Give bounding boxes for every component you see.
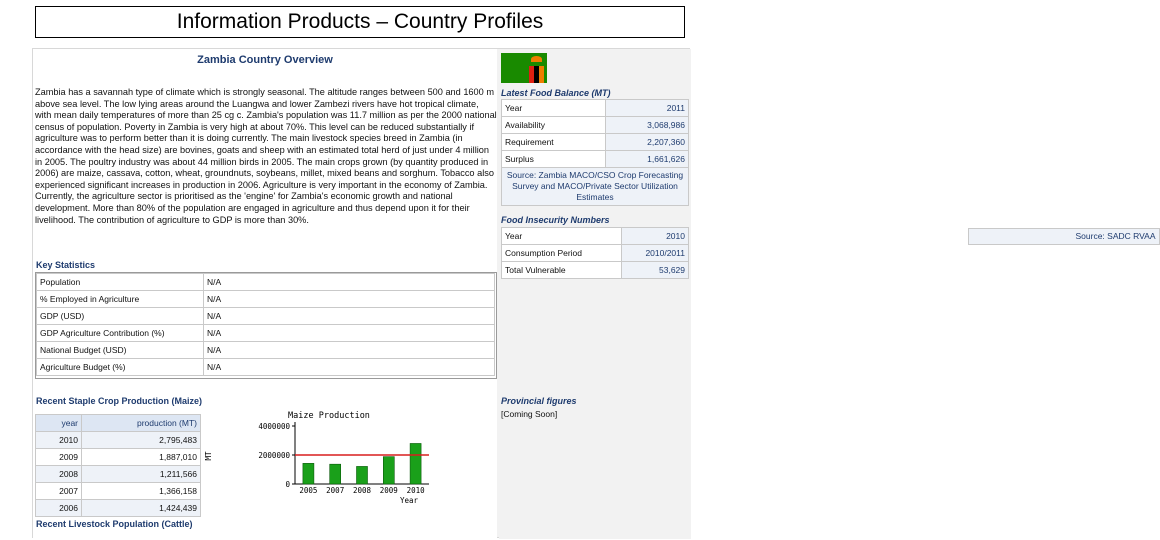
chart-bar bbox=[410, 443, 421, 484]
stat-value: N/A bbox=[204, 274, 495, 291]
stat-value: N/A bbox=[204, 325, 495, 342]
table-row bbox=[502, 117, 689, 134]
flag-eagle-icon bbox=[531, 56, 542, 62]
stat-label: National Budget (USD) bbox=[37, 342, 204, 359]
chart-bar bbox=[383, 457, 394, 484]
food-insecurity-label: Year bbox=[502, 228, 622, 245]
left-column bbox=[33, 49, 497, 539]
stat-label: GDP Agriculture Contribution (%) bbox=[37, 325, 204, 342]
table-row bbox=[502, 100, 689, 117]
chart-y-tick-label: 0 bbox=[285, 480, 290, 489]
table-row bbox=[36, 449, 201, 466]
table-row bbox=[36, 483, 201, 500]
food-balance-label: Surplus bbox=[502, 151, 606, 168]
chart-y-tick-label: 4000000 bbox=[258, 422, 290, 431]
table-row bbox=[37, 291, 495, 308]
table-row bbox=[37, 325, 495, 342]
column-header-production: production (MT) bbox=[82, 415, 201, 432]
slide-title: Information Products – Country Profiles bbox=[35, 6, 685, 38]
stat-label: GDP (USD) bbox=[37, 308, 204, 325]
chart-title: Maize Production bbox=[288, 411, 370, 421]
food-insecurity-value: 53,629 bbox=[622, 262, 689, 279]
food-balance-label: Year bbox=[502, 100, 606, 117]
chart-bar bbox=[303, 463, 314, 484]
maize-production-chart bbox=[203, 406, 435, 506]
overview-title: Zambia Country Overview bbox=[197, 54, 333, 66]
crop-production-value: 1,366,158 bbox=[82, 483, 201, 500]
chart-x-tick-label: 2005 bbox=[299, 486, 318, 495]
table-row bbox=[36, 500, 201, 517]
table-row bbox=[502, 279, 689, 280]
table-row bbox=[502, 262, 689, 279]
food-balance-value: 3,068,986 bbox=[605, 117, 688, 134]
chart-x-axis-label: Year bbox=[399, 496, 419, 505]
crop-production-title: Recent Staple Crop Production (Maize) bbox=[36, 396, 203, 406]
stat-label: Agriculture Budget (%) bbox=[37, 359, 204, 376]
food-balance-label: Requirement bbox=[502, 134, 606, 151]
chart-bar bbox=[357, 466, 368, 484]
table-row bbox=[37, 308, 495, 325]
zambia-flag-icon bbox=[501, 53, 547, 83]
crop-production-value: 1,887,010 bbox=[82, 449, 201, 466]
food-balance-value: 1,661,626 bbox=[605, 151, 688, 168]
overview-text: Zambia has a savannah type of climate which is strongly seasonal. The altitude ranges between 500 and 1600 m above sea level. The low lying areas around the Luangwa and lower Zambezi rivers have hot tropical climate, with mean daily temperatures of more than 25 cg c. Zambia's population was 11.7 million as per the 2000 national census of population. Poverty in Zambia is very high at about 70%. This level can be reduced substantially if agriculture was to perform better than it is doing currently. The main livestock species breed in Zambia (in accordance with the head size) are bovines, goats and sheep with an estimated total herd of just under 4 million in 2005. The poultry industry was about 44 million birds in 2005. The main crops grown (by quantity produced in 2006) are maize, cassava, cotton, wheat, groundnuts, soybeans, millet, mixed beans and sorghum. Tobacco also experienced significant increases in production in 2006. Agriculture is very important in the economy of Zambia. Currently, the agriculture sector is prioritised as the 'engine' for Zambia's economic growth and national development. More than 80% of the population are engaged in agriculture and thus depend upon it for their livelihood. The contribution of agriculture to GDP is more than 30%. bbox=[35, 87, 497, 225]
crop-year: 2010 bbox=[36, 432, 82, 449]
stat-label: Population bbox=[37, 274, 204, 291]
table-row bbox=[502, 134, 689, 151]
right-column bbox=[499, 49, 1156, 539]
provincial-figures-title: Provincial figures bbox=[501, 396, 577, 406]
crop-year: 2009 bbox=[36, 449, 82, 466]
key-statistics-title: Key Statistics bbox=[36, 260, 96, 270]
stat-value: N/A bbox=[204, 342, 495, 359]
key-statistics-table bbox=[36, 273, 495, 376]
food-insecurity-title: Food Insecurity Numbers bbox=[501, 215, 610, 225]
livestock-title: Recent Livestock Population (Cattle) bbox=[36, 519, 193, 529]
table-row bbox=[502, 245, 689, 262]
table-row bbox=[502, 151, 689, 168]
table-row bbox=[36, 466, 201, 483]
table-row bbox=[37, 274, 495, 291]
food-balance-label: Availability bbox=[502, 117, 606, 134]
crop-year: 2007 bbox=[36, 483, 82, 500]
food-insecurity-table bbox=[501, 227, 1156, 279]
stat-value: N/A bbox=[204, 308, 495, 325]
chart-y-axis-label: MT bbox=[204, 451, 213, 461]
crop-production-table bbox=[35, 414, 201, 517]
food-balance-value: 2011 bbox=[605, 100, 688, 117]
table-row bbox=[502, 168, 689, 206]
country-profile-panel bbox=[32, 48, 1156, 538]
food-balance-title: Latest Food Balance (MT) bbox=[501, 88, 611, 98]
food-insecurity-value: 2010/2011 bbox=[622, 245, 689, 262]
food-balance-source: Source: Zambia MACO/CSO Crop Forecasting Survey and MACO/Private Sector Utilization Estimates bbox=[502, 168, 689, 206]
table-row bbox=[36, 432, 201, 449]
chart-x-tick-label: 2009 bbox=[379, 486, 398, 495]
stat-label: % Employed in Agriculture bbox=[37, 291, 204, 308]
chart-y-tick-label: 2000000 bbox=[258, 451, 290, 460]
chart-x-tick-label: 2008 bbox=[352, 486, 372, 495]
table-header-row bbox=[36, 415, 201, 432]
food-insecurity-label: Total Vulnerable bbox=[502, 262, 622, 279]
food-insecurity-source: Source: SADC RVAA bbox=[968, 228, 1160, 245]
crop-production-value: 1,424,439 bbox=[82, 500, 201, 517]
flag-orange-stripe bbox=[539, 66, 544, 83]
table-row bbox=[37, 359, 495, 376]
food-balance-table bbox=[501, 99, 689, 206]
chart-x-tick-label: 2007 bbox=[326, 486, 345, 495]
crop-year: 2008 bbox=[36, 466, 82, 483]
chart-bar bbox=[330, 464, 341, 484]
food-insecurity-value: 2010 bbox=[622, 228, 689, 245]
column-header-year: year bbox=[36, 415, 82, 432]
table-row bbox=[502, 228, 689, 245]
table-row bbox=[37, 342, 495, 359]
stat-value: N/A bbox=[204, 291, 495, 308]
chart-plot-area bbox=[258, 422, 429, 495]
maize-chart-svg bbox=[203, 406, 435, 506]
chart-x-tick-label: 2010 bbox=[406, 486, 425, 495]
provincial-coming-soon: [Coming Soon] bbox=[501, 409, 558, 419]
crop-year: 2006 bbox=[36, 500, 82, 517]
crop-production-value: 2,795,483 bbox=[82, 432, 201, 449]
stat-value: N/A bbox=[204, 359, 495, 376]
crop-production-value: 1,211,566 bbox=[82, 466, 201, 483]
food-balance-value: 2,207,360 bbox=[605, 134, 688, 151]
food-insecurity-label: Consumption Period bbox=[502, 245, 622, 262]
